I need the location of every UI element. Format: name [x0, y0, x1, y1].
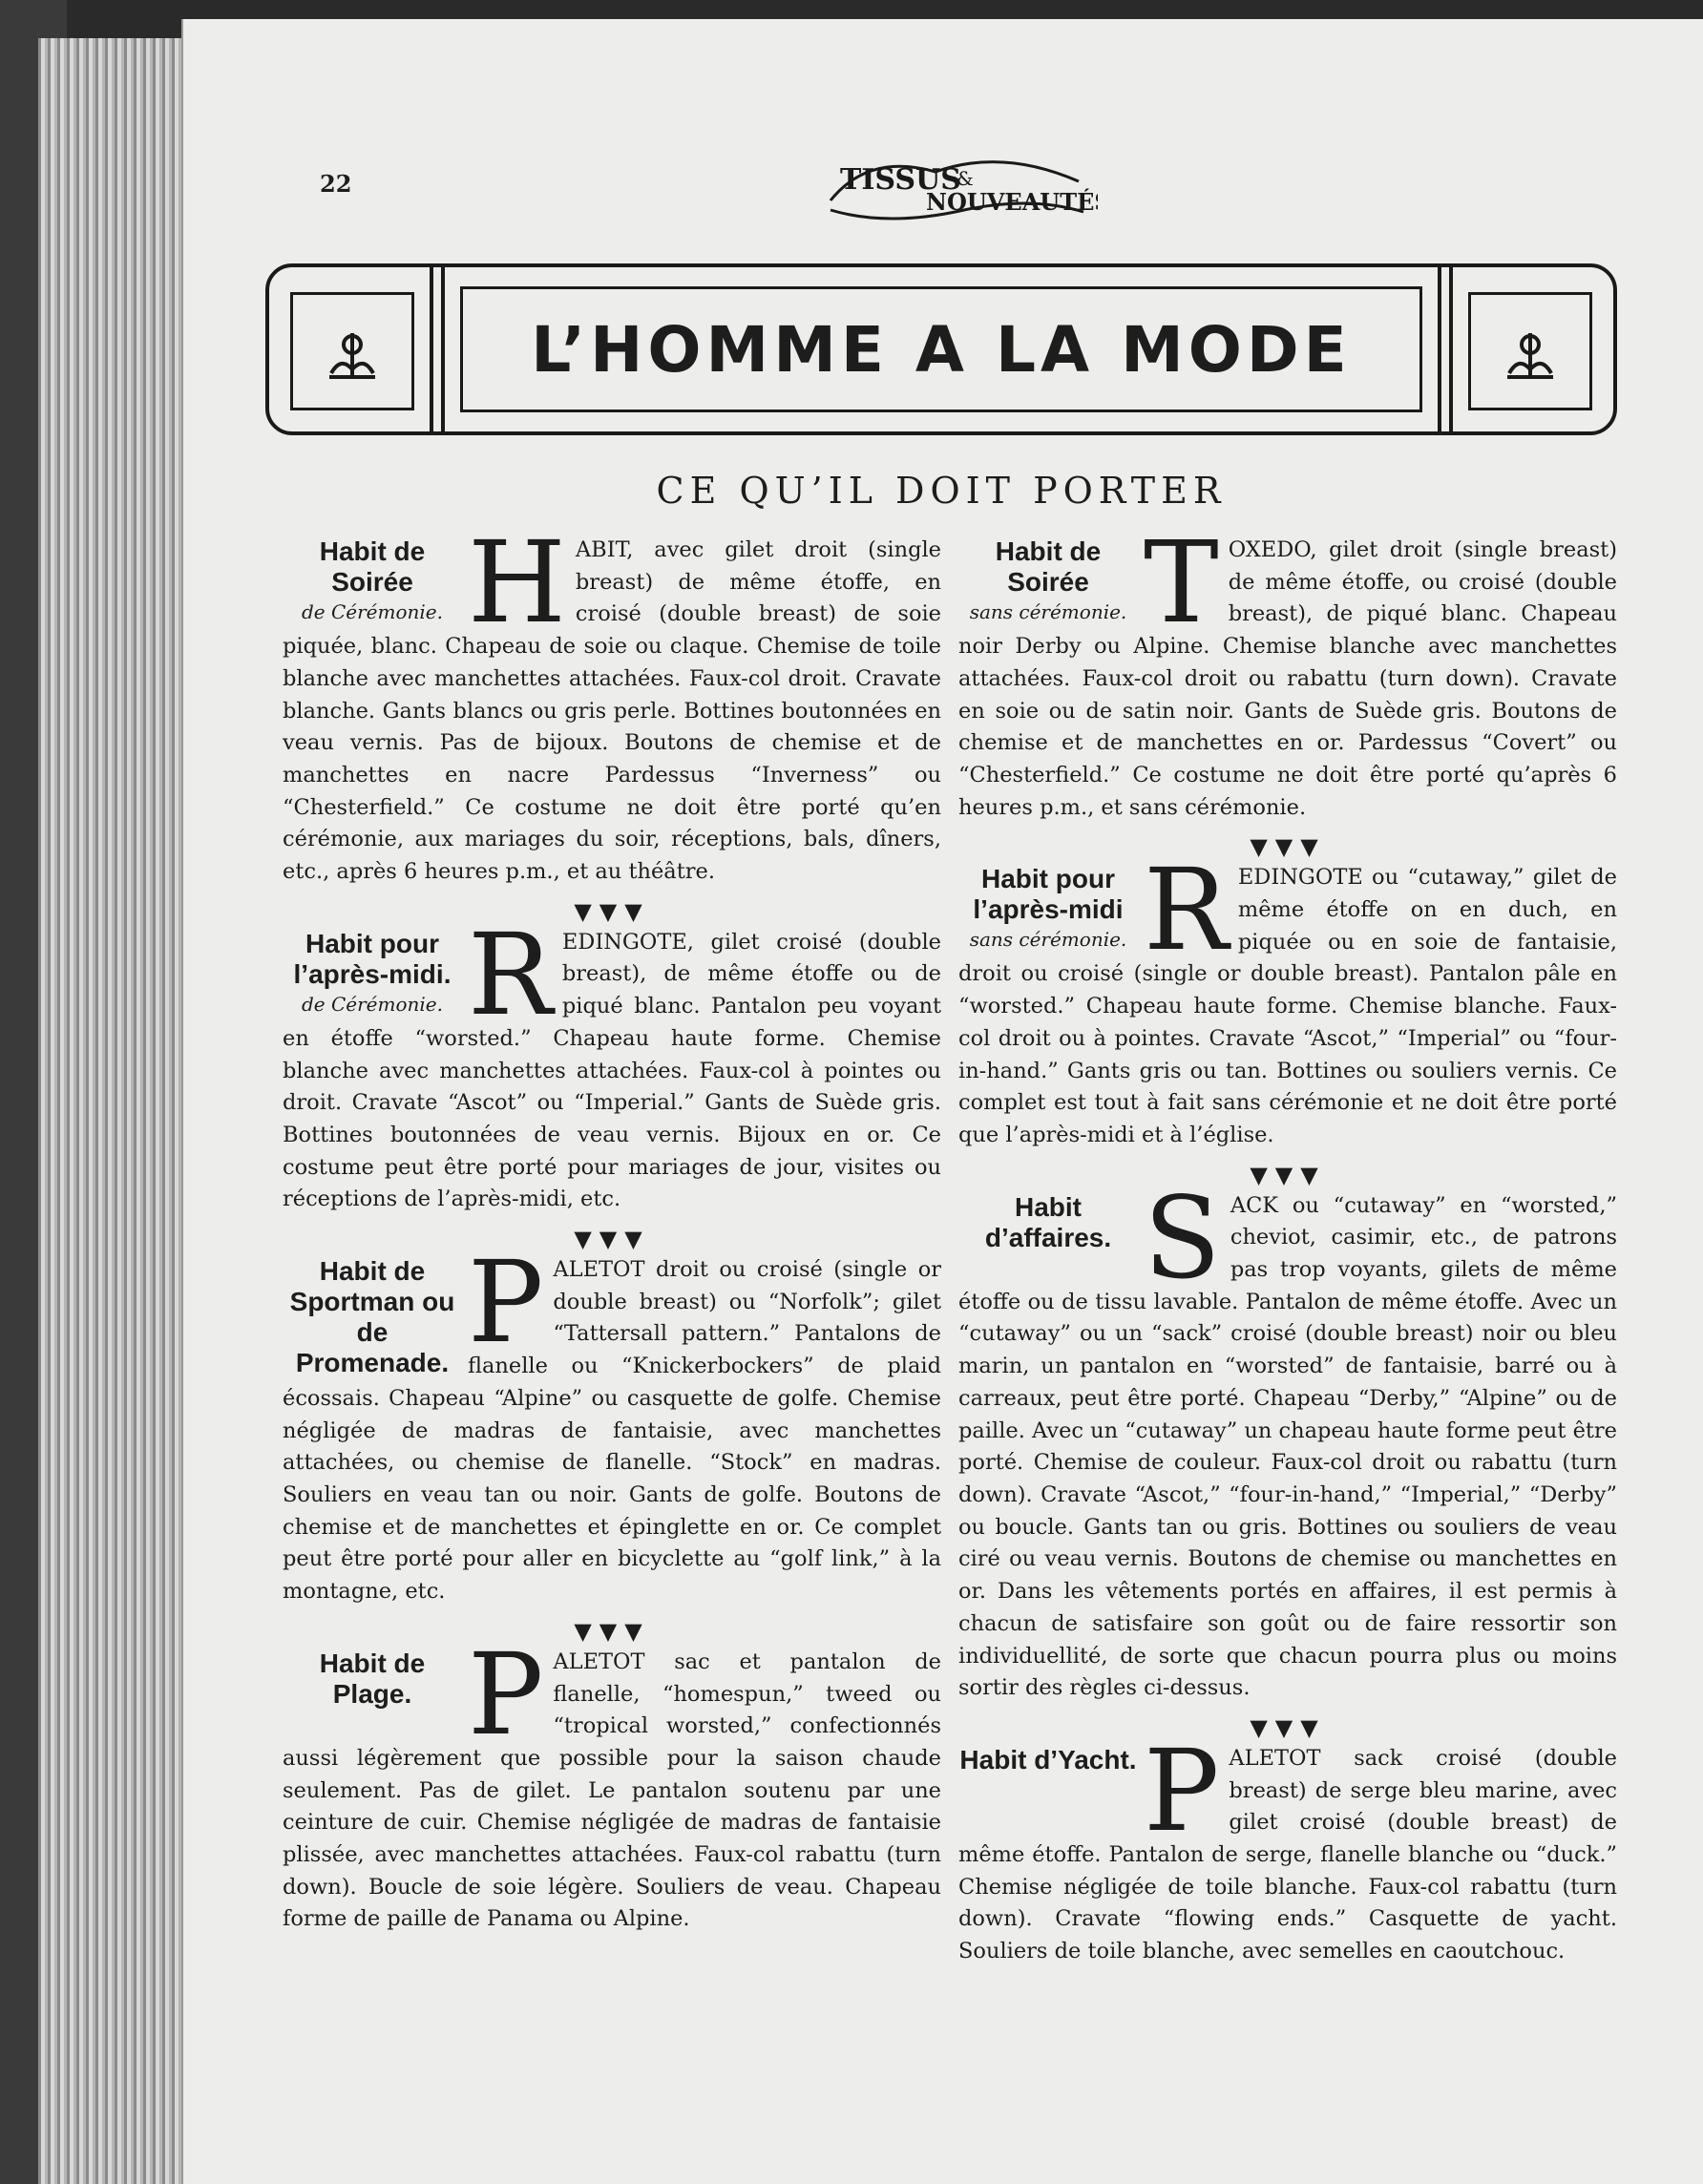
- article-habit-affaires: [958, 1171, 1617, 1705]
- article-heading-sub: de Cérémonie.: [301, 600, 443, 623]
- article-heading-sub: sans cérémonie.: [969, 928, 1127, 952]
- drop-cap: P: [468, 1628, 544, 1760]
- page-number: 22: [320, 170, 352, 198]
- frame-divider: [1449, 267, 1453, 431]
- article-heading: [958, 536, 1138, 626]
- article-habit-apres-midi-ceremonie: [283, 908, 941, 1216]
- article-habit-soiree-sans-ceremonie: [958, 516, 1617, 824]
- fleuron-icon: [322, 324, 383, 385]
- article-body: ACK ou “cutaway” en “worsted,” cheviot, casimir, etc., de patrons pas trop voyants, gilets de même étoffe ou de tissu lavable. Pantalon de même étoffe. Avec un “cutaway” ou un “sack” croisé (double breast) noir ou bleu marin, un pantalon en “worsted” de fantaisie, barré ou à carreaux, peut être porté. Chapeau “Derby,” “Alpine” ou de paille. Avec un “cutaway” un chapeau haute forme peut être porté. Chemise de couleur. Faux-col droit ou rabattu (turn down). Cravate “Ascot,” “four-in-hand,” “Imperial,” “Derby” ou boucle. Gants tan ou gris. Bottines ou souliers de veau ciré ou veau vernis. Boutons de chemise ou manchettes en or. Dans les vêtements portés en affaires, il est permis à chacun de satisfaire son goût ou de faire ressortir son individuellité, de sorte que chacun pourra plus ou moins sortir des règles ci-dessus.: [958, 1192, 1617, 1701]
- drop-cap: S: [1144, 1171, 1221, 1304]
- left-ornament-box: [290, 292, 414, 410]
- drop-cap: T: [1144, 516, 1219, 648]
- article-habit-sportman: [283, 1236, 941, 1608]
- article-heading: [958, 1745, 1138, 1775]
- article-heading-title: Habit de Plage.: [319, 1648, 426, 1709]
- article-heading: [958, 864, 1138, 954]
- section-ornament: ▼▼▼: [574, 1226, 650, 1253]
- subtitle: CE QU’IL DOIT PORTER: [656, 470, 1227, 512]
- section-ornament: ▼▼▼: [1250, 1161, 1326, 1188]
- article-body: ALETOT sac et pantalon de flanelle, “homespun,” tweed ou “tropical worsted,” confectionnés aussi légèrement que possible pour la saison chaude seulement. Pas de gilet. Le pantalon soutenu par une ceinture de cuir. Chemise négligée de madras de fantaisie plissée, avec manchettes attachées. Faux-col rabattu (turn down). Boucle de soie légère. Souliers de veau. Chapeau forme de paille de Panama ou Alpine.: [283, 1648, 941, 1932]
- frame-divider: [441, 267, 445, 431]
- masthead-line1: TISSUS: [840, 163, 961, 197]
- article-body: OXEDO, gilet droit (single breast) de même étoffe, ou croisé (double breast), de piqué blanc. Chapeau noir Derby ou Alpine. Chemise blanche avec manchettes attachées. Faux-col droit ou rabattu (turn down). Cravate en soie ou de satin noir. Gants de Suède gris. Boutons de chemise et de manchettes en or. Pardessus “Covert” ou “Chesterfield.” Ce costume ne doit être porté qu’après 6 heures p.m., et sans cérémonie.: [958, 537, 1617, 820]
- main-title: L’HOMME A LA MODE: [531, 312, 1352, 387]
- drop-cap: R: [468, 908, 553, 1040]
- article-habit-plage: [283, 1628, 941, 1936]
- article-heading-title: Habit de Soirée: [319, 536, 426, 597]
- section-ornament: ▼▼▼: [1250, 1713, 1326, 1741]
- article-heading-title: Habit d’Yacht.: [959, 1744, 1137, 1774]
- masthead-line2: NOUVEAUTÉS: [926, 188, 1098, 216]
- article-heading-title: Habit de Soirée: [995, 536, 1102, 597]
- section-ornament: ▼▼▼: [1250, 833, 1326, 861]
- left-column: [283, 516, 941, 1936]
- title-panel: [460, 286, 1422, 412]
- right-column: [958, 516, 1617, 1968]
- drop-cap: P: [468, 1236, 544, 1369]
- article-body: ALETOT droit ou croisé (single or double breast) ou “Norfolk”; gilet “Tattersall pattern.” Pantalons de flanelle ou “Knickerbockers” de plaid écossais. Chapeau “Alpine” ou casquette de golfe. Chemise négligée de madras de fantaisie, avec manchettes attachées, ou chemise de flanelle. “Stock” en madras. Souliers en veau tan ou noir. Gants de golfe. Boutons de chemise et de manchettes et épinglette en or. Ce complet peut être porté pour aller en bicyclette au “golf link,” à la montagne, etc.: [283, 1257, 941, 1605]
- masthead-logo-art: [811, 143, 1098, 229]
- article-heading: [283, 1256, 462, 1378]
- article-habit-yacht: [958, 1724, 1617, 1968]
- article-habit-soiree-ceremonie: [283, 516, 941, 889]
- article-heading-sub: sans cérémonie.: [969, 600, 1127, 623]
- masthead-connector: &: [957, 167, 974, 190]
- article-heading: [283, 1648, 462, 1710]
- title-frame: [265, 263, 1617, 435]
- section-ornament: ▼▼▼: [574, 897, 650, 925]
- article-heading: [283, 929, 462, 1018]
- right-ornament-box: [1468, 292, 1592, 410]
- frame-divider: [1438, 267, 1441, 431]
- article-body: EDINGOTE, gilet croisé (double breast), de même étoffe ou de piqué blanc. Pantalon peu voyant en étoffe “worsted.” Chapeau haute forme. Chemise blanche avec manchettes attachées. Faux-col à pointes ou droit. Cravate “Ascot” ou “Imperial.” Gants de Suède gris. Bottines boutonnées de veau vernis. Bijoux en or. Ce costume peut être porté pour mariages de jour, visites ou réceptions de l’après-midi, etc.: [283, 929, 941, 1212]
- drop-cap: P: [1144, 1724, 1220, 1857]
- fleuron-icon: [1500, 324, 1561, 385]
- drop-cap: R: [1144, 844, 1229, 976]
- article-heading-title: Habit pour l’après-midi.: [293, 928, 452, 989]
- frame-divider: [430, 267, 433, 431]
- article-heading-title: Habit pour l’après-midi: [973, 864, 1124, 925]
- article-body: ABIT, avec gilet droit (single breast) de même étoffe, en croisé (double breast) de soie piquée, blanc. Chapeau de soie ou claque. Chemise de toile blanche avec manchettes attachées. Faux-col droit. Cravate blanche. Gants blancs ou gris perle. Bottines boutonnées en veau vernis. Pas de bijoux. Boutons de chemise et de manchettes en nacre Pardessus “Inverness” ou “Chesterfield.” Ce costume ne doit être porté qu’en cérémonie, aux mariages du soir, réceptions, bals, dîners, etc., après 6 heures p.m., et au théâtre.: [283, 537, 941, 885]
- drop-cap: H: [468, 516, 566, 648]
- article-habit-apres-midi-sans-ceremonie: [958, 844, 1617, 1151]
- article-heading: [958, 1192, 1138, 1253]
- masthead-logo: [811, 143, 1098, 229]
- article-body: ALETOT sack croisé (double breast) de serge bleu marine, avec gilet croisé (double breast) de même étoffe. Pantalon de serge, flanelle blanche ou “duck.” Chemise négligée de toile blanche. Faux-col rabattu (turn down). Cravate “flowing ends.” Casquette de yacht. Souliers de toile blanche, avec semelles en caoutchouc.: [958, 1745, 1617, 1964]
- article-heading: [283, 536, 462, 626]
- article-heading-title: Habit de Sportman ou de Promenade.: [289, 1256, 455, 1378]
- section-ornament: ▼▼▼: [574, 1617, 650, 1645]
- article-heading-title: Habit d’affaires.: [984, 1191, 1112, 1252]
- page-edges: [38, 38, 191, 2184]
- article-heading-sub: de Cérémonie.: [301, 992, 443, 1016]
- article-body: EDINGOTE ou “cutaway,” gilet de même étoffe on en duch, en piquée ou en soie de fantaisie, droit ou croisé (single or double breast). Pantalon pâle en “worsted.” Chapeau haute forme. Chemise blanche. Faux-col droit ou à pointes. Cravate “Ascot,” “Imperial” ou “four-in-hand.” Gants gris ou tan. Bottines ou souliers vernis. Ce complet est tout à fait sans cérémonie et ne doit être porté que l’après-midi et à l’église.: [958, 865, 1617, 1147]
